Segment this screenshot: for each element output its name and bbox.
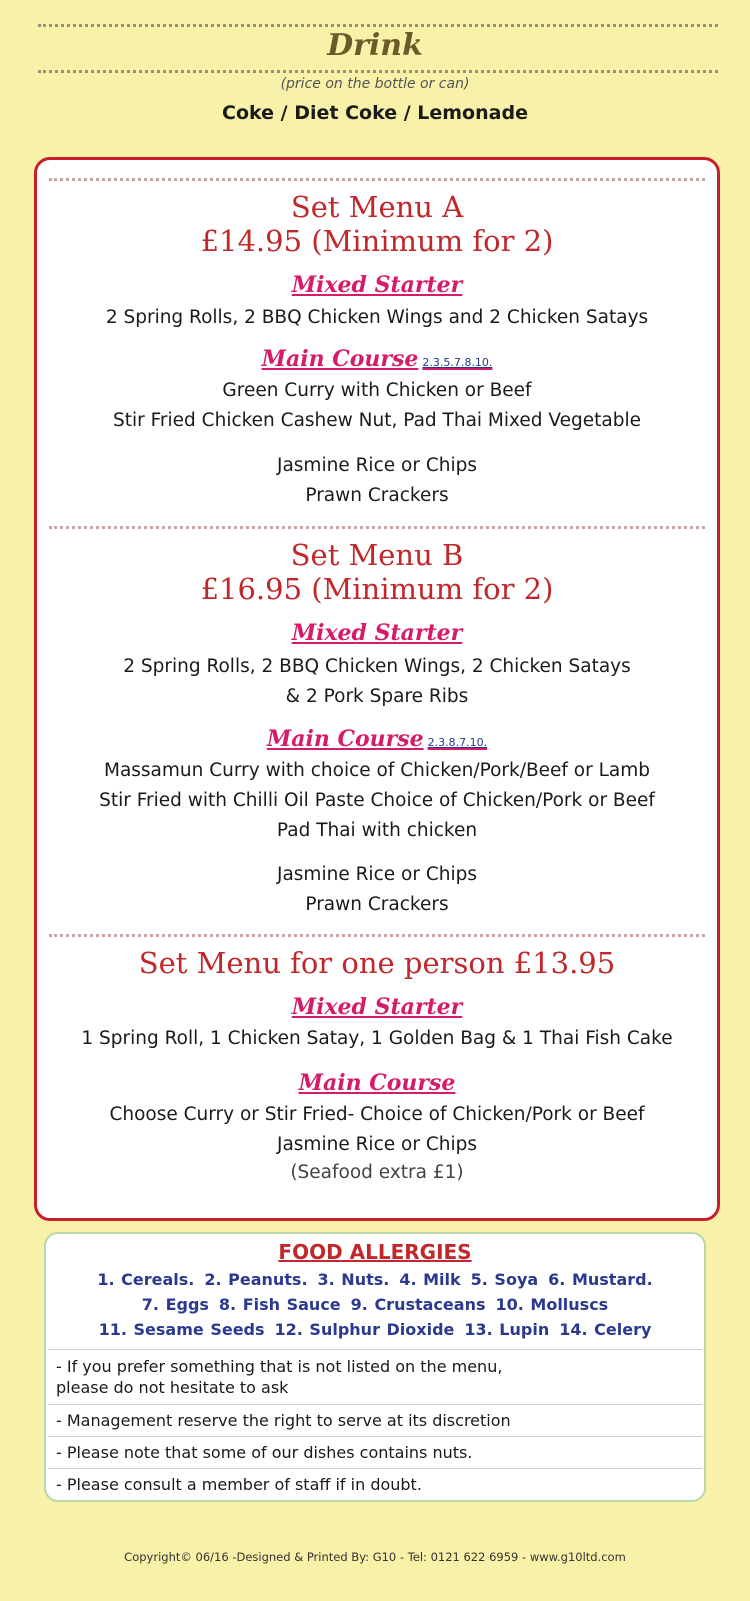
allergen-row (46, 1320, 704, 1339)
allergen-item: 10. Molluscs (495, 1295, 609, 1314)
allergy-note: - If you prefer something that is not listed on the menu, (56, 1357, 503, 1376)
set-menu-a-main-line: Green Curry with Chicken or Beef (222, 380, 532, 401)
drink-items: Coke / Diet Coke / Lemonade (222, 102, 528, 124)
set-menus-panel (34, 157, 720, 1221)
set-menu-b-starter-line: 2 Spring Rolls, 2 BBQ Chicken Wings, 2 Chicken Satays (123, 656, 631, 677)
set-menu-b-starter-line: & 2 Pork Spare Ribs (285, 686, 469, 707)
set-menu-a-starter-heading: Mixed Starter (291, 272, 463, 298)
set-menu-a-main-heading: Main Course 2.3.5.7.8.10. (261, 346, 493, 372)
allergen-item: 14. Celery (559, 1320, 652, 1339)
allergen-item: 3. Nuts. (317, 1270, 390, 1289)
section-divider (49, 526, 705, 529)
allergen-row (46, 1270, 704, 1289)
allergy-note: - Please note that some of our dishes contains nuts. (56, 1443, 473, 1462)
set-menu-b-starter-heading: Mixed Starter (291, 620, 463, 646)
set-menu-b-main-heading: Main Course 2.3.8.7.10. (266, 726, 488, 752)
note-divider (48, 1349, 702, 1350)
allergen-item: 2. Peanuts. (204, 1270, 308, 1289)
set-menu-one-main-heading: Main Course (298, 1070, 456, 1096)
set-menu-b-main-line: Pad Thai with chicken (276, 820, 478, 841)
allergen-item: 6. Mustard. (548, 1270, 653, 1289)
section-divider (49, 934, 705, 937)
seafood-extra-note: (Seafood extra £1) (290, 1162, 464, 1183)
allergy-note: - Please consult a member of staff if in doubt. (56, 1475, 422, 1494)
drink-title: Drink (327, 28, 423, 63)
allergy-note: please do not hesitate to ask (56, 1378, 289, 1397)
set-menu-one-main-line: Jasmine Rice or Chips (277, 1134, 477, 1155)
set-menu-one-title: Set Menu for one person £13.95 (138, 946, 616, 980)
set-menu-b-main-line: Stir Fried with Chilli Oil Paste Choice of Chicken/Pork or Beef (99, 790, 655, 811)
set-menu-one-main-line: Choose Curry or Stir Fried- Choice of Chicken/Pork or Beef (109, 1104, 645, 1125)
allergen-item: 1. Cereals. (97, 1270, 195, 1289)
allergen-item: 7. Eggs (141, 1295, 209, 1314)
set-menu-b-side: Jasmine Rice or Chips (277, 864, 477, 885)
drink-dotted-rule (38, 70, 718, 73)
top-dotted-rule (38, 24, 718, 27)
allergen-item: 11. Sesame Seeds (98, 1320, 265, 1339)
allergen-item: 4. Milk (399, 1270, 461, 1289)
set-menu-a-title: Set Menu A (290, 190, 464, 224)
set-menu-one-starter-heading: Mixed Starter (291, 994, 463, 1020)
allergen-item: 5. Soya (470, 1270, 539, 1289)
allergen-codes: 2.3.8.7.10. (427, 736, 488, 749)
set-menu-a-side: Jasmine Rice or Chips (277, 455, 477, 476)
allergen-codes: 2.3.5.7.8.10. (422, 356, 493, 369)
set-menu-a-starter-line: 2 Spring Rolls, 2 BBQ Chicken Wings and 2 Chicken Satays (105, 307, 649, 328)
set-menu-b-price: £16.95 (Minimum for 2) (200, 572, 554, 606)
copyright-footer: Copyright© 06/16 -Designed & Printed By: G10 - Tel: 0121 622 6959 - www.g10ltd.com (124, 1550, 626, 1564)
set-menu-one-starter-line: 1 Spring Roll, 1 Chicken Satay, 1 Golden Bag & 1 Thai Fish Cake (81, 1028, 673, 1049)
allergen-item: 8. Fish Sauce (218, 1295, 341, 1314)
allergen-row (46, 1295, 704, 1314)
note-divider (48, 1404, 702, 1405)
set-menu-a-main-line: Stir Fried Chicken Cashew Nut, Pad Thai Mixed Vegetable (113, 410, 641, 431)
allergen-item: 9. Crustaceans (350, 1295, 486, 1314)
drink-note: (price on the bottle or can) (280, 76, 470, 92)
set-menu-b-side: Prawn Crackers (305, 894, 449, 915)
allergy-note: - Management reserve the right to serve at its discretion (56, 1411, 511, 1430)
set-menu-b-main-line: Massamun Curry with choice of Chicken/Pork/Beef or Lamb (103, 760, 651, 781)
food-allergies-title: FOOD ALLERGIES (278, 1240, 472, 1264)
allergen-item: 13. Lupin (464, 1320, 550, 1339)
set-menu-a-side: Prawn Crackers (305, 485, 449, 506)
note-divider (48, 1436, 702, 1437)
set-menu-a-price: £14.95 (Minimum for 2) (200, 224, 554, 258)
set-menu-b-title: Set Menu B (290, 538, 464, 572)
section-divider (49, 178, 705, 181)
food-allergies-panel (44, 1232, 706, 1502)
allergen-item: 12. Sulphur Dioxide (274, 1320, 455, 1339)
note-divider (48, 1468, 702, 1469)
